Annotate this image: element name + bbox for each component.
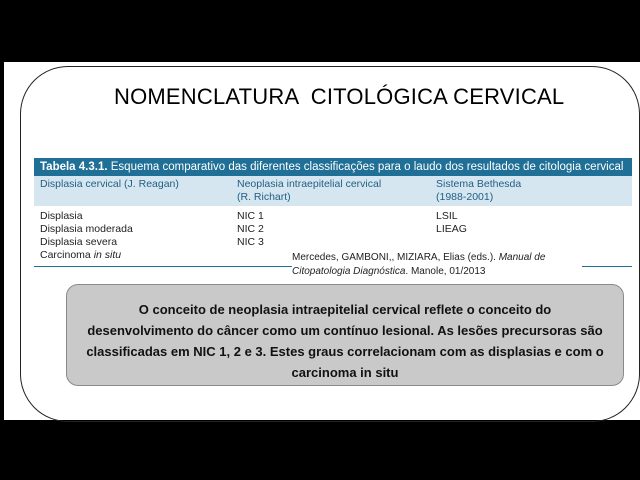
table-caption-text: Esquema comparativo das diferentes classificações para o laudo dos resultados de citologia cervical [110,161,624,173]
table-caption [34,158,632,176]
header-reagan: Displasia cervical (J. Reagan) [40,178,179,190]
table-header [34,176,632,206]
table-cell: Displasia [40,210,83,222]
callout-box [66,284,624,386]
slide [4,62,640,420]
citation-book: Manual de Citopatologia Diagnóstica [292,252,546,277]
table-cell: NIC 3 [237,236,264,248]
citation-rest: . Manole, 01/2013 [405,266,486,277]
header-bethesda: Sistema Bethesda [436,178,522,190]
table-cell: NIC 2 [237,223,264,235]
table-cell: LIEAG [436,223,467,235]
table-cell: Displasia severa [40,236,118,248]
header-richart: Neoplasia intraepitelial cervical [237,178,382,190]
table-cell-italic: in situ [93,249,122,261]
table-cell-carcinoma [40,249,121,262]
header-bethesda-sub: (1988-2001) [436,191,494,203]
callout-text: O conceito de neoplasia intraepitelial cervical reflete o conceito do desenvolvimento do câncer como um contínuo lesional. As lesões precursoras são classificadas em NIC 1, 2 e 3. Estes graus correlacionam com as displasias e com o carcinoma in situ [86,302,604,380]
table-cell-text: Carcinoma [40,249,94,261]
table-caption-label: Tabela 4.3.1. [40,161,108,173]
citation-authors: Mercedes, GAMBONI,, MIZIARA, Elias (eds.). [292,252,499,263]
table-cell: LSIL [436,210,458,222]
table-cell: NIC 1 [237,210,264,222]
header-richart-sub: (R. Richart) [237,191,291,203]
slide-title: NOMENCLATURA CITOLÓGICA CERVICAL [114,84,565,109]
table-cell: Displasia moderada [40,223,133,235]
source-citation [292,251,582,279]
